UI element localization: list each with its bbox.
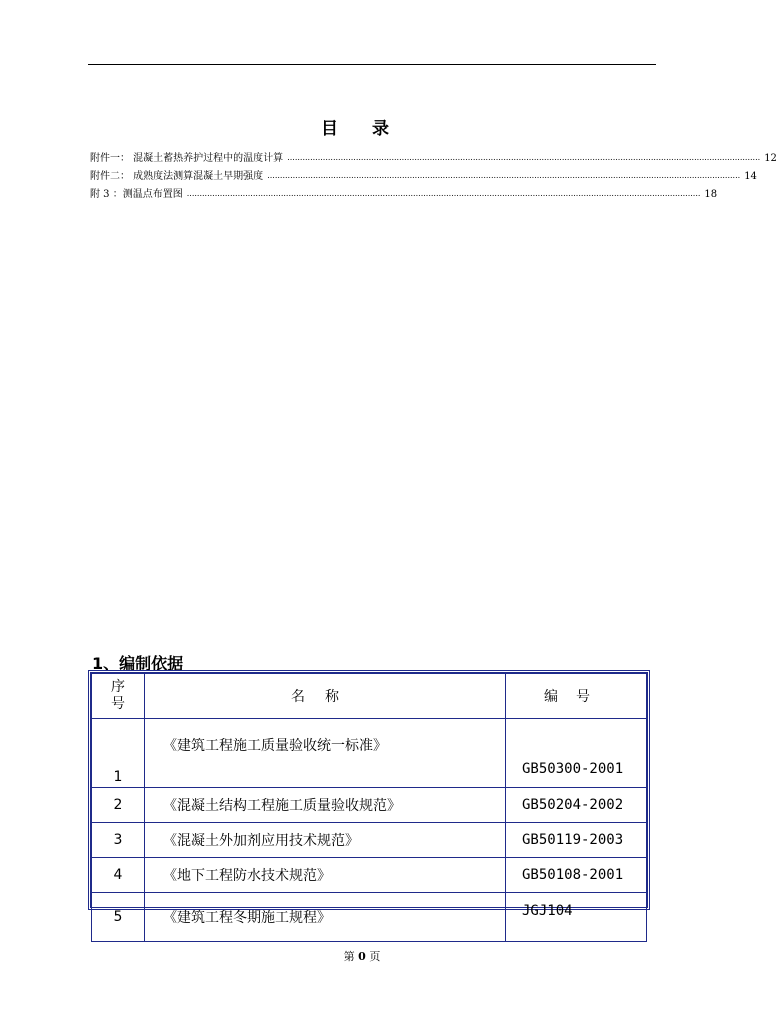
toc-entry-text: 附件二： 成熟度法测算混凝土早期强度 [90,171,264,182]
toc-leader-dots: .......................................................................................................................................................................................... [267,171,741,180]
row-name: 《建筑工程施工质量验收统一标准》 [145,719,506,788]
toc-entry-page: 12 [764,153,777,164]
table-row [92,893,647,942]
header-name: 名称 [145,674,506,719]
footer-prefix: 第 [343,950,359,963]
row-no: 3 [92,823,145,858]
toc-entry[interactable] [90,147,777,165]
table-row [92,788,647,823]
row-code: JGJ104 [506,893,647,942]
header-no-text: 序 号 [111,679,125,712]
toc-entry[interactable] [90,165,757,183]
toc-entry-text: 附 3 ：测温点布置图 [90,189,183,200]
table-row [92,823,647,858]
toc-leader-dots: .......................................................................................................................................................................................................... [186,189,701,198]
row-code: GB50300-2001 [506,719,647,788]
row-name: 《建筑工程冬期施工规程》 [145,893,506,942]
toc-entry-page: 14 [744,171,757,182]
toc-entry[interactable] [90,183,718,201]
toc-leader-dots: .......................................................................................................................................................................................... [287,153,761,162]
section-heading: 1、编制依据 [92,654,184,673]
toc-entry-text: 附件一： 混凝土蓄热养护过程中的温度计算 [90,153,284,164]
row-name: 《混凝土外加剂应用技术规范》 [145,823,506,858]
row-code: GB50204-2002 [506,788,647,823]
header-no [92,674,145,719]
row-name: 《混凝土结构工程施工质量验收规范》 [145,788,506,823]
header-rule [88,64,656,65]
table-header-row [92,674,647,719]
table-of-contents [90,147,777,201]
row-code: GB50119-2003 [506,823,647,858]
row-no: 2 [92,788,145,823]
row-no: 4 [92,858,145,893]
row-no: 1 [92,719,145,788]
header-code: 编号 [506,674,647,719]
row-code: GB50108-2001 [506,858,647,893]
row-name: 《地下工程防水技术规范》 [145,858,506,893]
toc-entry-page: 18 [704,189,718,200]
toc-title: 目 录 [321,119,403,139]
standards-table [88,670,650,926]
table-row [92,719,647,788]
row-no: 5 [92,893,145,942]
page-footer [0,948,724,964]
footer-page-number: 0 [358,950,366,963]
footer-suffix: 页 [365,950,381,963]
table-row [92,858,647,893]
